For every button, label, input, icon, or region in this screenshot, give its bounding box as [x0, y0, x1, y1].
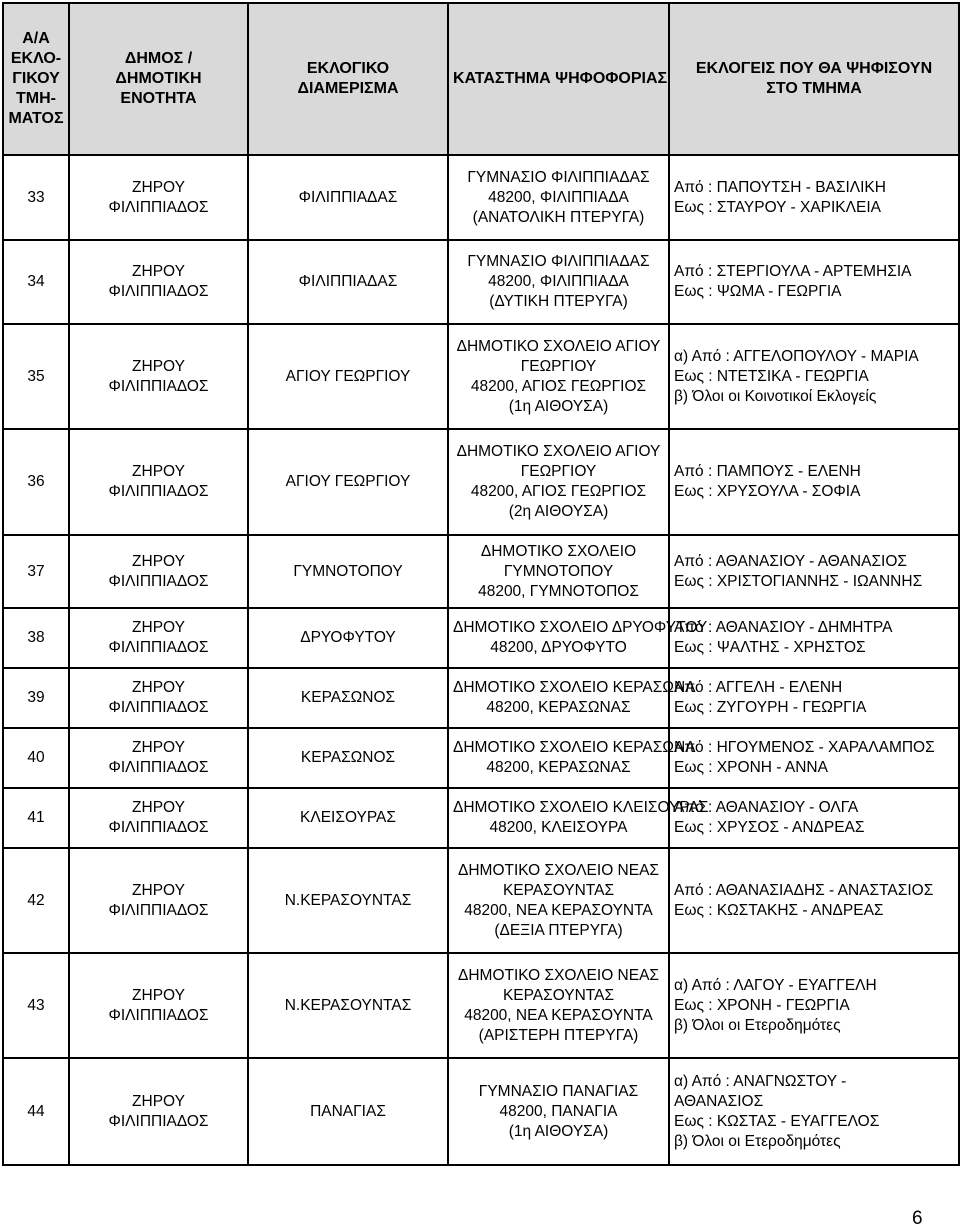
table-row [3, 728, 959, 788]
cell-line: Από : ΠΑΠΟΥΤΣΗ - ΒΑΣΙΛΙΚΗ [674, 178, 886, 196]
cell-line: α) Από : ΑΝΑΓΝΩΣΤΟΥ - [674, 1072, 847, 1090]
cell-line: Από : ΗΓΟΥΜΕΝΟΣ - ΧΑΡΑΛΑΜΠΟΣ [674, 739, 935, 756]
cell-line: ΚΑΤΑΣΤΗΜΑ ΨΗΦΟΦΟΡΙΑΣ [453, 70, 668, 87]
cell-line: ΦΙΛΙΠΠΙΑΔΟΣ [108, 1006, 209, 1024]
polling-station-cell [448, 953, 669, 1058]
cell-line: (ΔΕΞΙΑ ΠΤΕΡΥΓΑ) [494, 921, 623, 939]
municipality-cell [69, 429, 248, 535]
cell-line: ΖΗΡΟΥ [132, 881, 185, 899]
cell-line: ΖΗΡΟΥ [132, 679, 185, 696]
section-number: 39 [3, 668, 69, 728]
cell-line: 48200, ΑΓΙΟΣ ΓΕΩΡΓΙΟΣ [470, 483, 647, 500]
section-number: 33 [3, 155, 69, 240]
header-row [3, 3, 959, 155]
cell-line: ΔΗΜΟΤΙΚΟ ΣΧΟΛΕΙΟ ΝΕΑΣ [457, 861, 660, 879]
cell-line: ΦΙΛΙΠΠΙΑΔΟΣ [108, 759, 209, 776]
cell-line: Εως : ΝΤΕΤΣΙΚΑ - ΓΕΩΡΓΙΑ [674, 367, 869, 385]
cell-line: (1η ΑΙΘΟΥΣΑ) [508, 1122, 609, 1140]
cell-line: Ν.ΚΕΡΑΣΟΥΝΤΑΣ [284, 891, 412, 909]
cell-line: ΔΗΜΟΤΙΚΟ ΣΧΟΛΕΙΟ [480, 542, 637, 560]
header-diamerisma [248, 3, 448, 155]
cell-line: Εως : ΖΥΓΟΥΡΗ - ΓΕΩΡΓΙΑ [674, 699, 867, 716]
polling-station-cell [448, 608, 708, 668]
cell-line: ΖΗΡΟΥ [132, 799, 185, 816]
polling-stations-table [2, 2, 960, 1166]
polling-station-cell [448, 429, 669, 535]
section-number: 41 [3, 788, 69, 848]
district-cell [248, 429, 448, 535]
polling-station-cell [448, 535, 669, 608]
voters-cell [669, 240, 959, 324]
cell-line: (ΑΡΙΣΤΕΡΗ ΠΤΕΡΥΓΑ) [478, 1026, 639, 1044]
cell-line: ΚΕΡΑΣΩΝΟΣ [300, 749, 396, 766]
cell-line: 48200, ΓΥΜΝΟΤΟΠΟΣ [478, 582, 639, 600]
cell-line: 48200, ΦΙΛΙΠΠΙΑΔΑ [488, 273, 629, 290]
polling-station-cell [448, 240, 669, 324]
district-cell [248, 535, 448, 608]
table-row [3, 608, 959, 668]
district-cell [248, 324, 448, 429]
cell-line: ΦΙΛΙΠΠΙΑΔΟΣ [108, 283, 209, 300]
cell-line: α) Από : ΛΑΓΟΥ - ΕΥΑΓΓΕΛΗ [674, 976, 877, 994]
cell-line: ΦΙΛΙΠΠΙΑΔΟΣ [108, 819, 209, 836]
table-row [3, 324, 959, 429]
table-body [3, 155, 959, 1165]
section-number: 35 [3, 324, 69, 429]
polling-station-cell [448, 848, 669, 953]
cell-line: Εως : ΚΩΣΤΑΚΗΣ - ΑΝΔΡΕΑΣ [674, 901, 884, 919]
municipality-cell [69, 608, 248, 668]
municipality-cell [69, 240, 248, 324]
cell-line: ΔΗΜΟΤΙΚΟ ΣΧΟΛΕΙΟ ΚΕΡΑΣΩΝΑ [453, 679, 696, 696]
voters-cell [669, 429, 959, 535]
municipality-cell [69, 953, 248, 1058]
cell-line: Από : ΑΘΑΝΑΣΙΟΥ - ΔΗΜΗΤΡΑ [674, 619, 893, 636]
district-cell [248, 608, 448, 668]
cell-line: ΕΚΛΟ- [10, 50, 62, 67]
cell-line: Από : ΣΤΕΡΓΙΟΥΛΑ - ΑΡΤΕΜΗΣΙΑ [674, 263, 912, 280]
voters-cell [669, 1058, 959, 1165]
voters-cell [669, 608, 959, 668]
cell-line: ΓΥΜΝΟΤΟΠΟΥ [503, 562, 614, 580]
district-cell [248, 728, 448, 788]
cell-line: 48200, ΝΕΑ ΚΕΡΑΣΟΥΝΤΑ [464, 1006, 653, 1024]
cell-line: ΓΥΜΝΑΣΙΟ ΦΙΛΙΠΠΙΑΔΑΣ [467, 168, 650, 186]
polling-station-cell [448, 788, 709, 848]
cell-line: ΖΗΡΟΥ [132, 739, 185, 756]
cell-line: Από : ΠΑΜΠΟΥΣ - ΕΛΕΝΗ [674, 463, 861, 480]
polling-station-cell [448, 668, 696, 728]
section-number: 37 [3, 535, 69, 608]
cell-line: ΔΗΜΟΤΙΚΟ ΣΧΟΛΕΙΟ ΚΕΡΑΣΩΝΑ [453, 739, 696, 756]
cell-line: ΖΗΡΟΥ [132, 986, 185, 1004]
cell-line: ΓΕΩΡΓΙΟΥ [520, 463, 597, 480]
cell-line: ΕΚΛΟΓΙΚΟ [306, 60, 390, 77]
cell-line: Εως : ΨΩΜΑ - ΓΕΩΡΓΙΑ [674, 283, 842, 300]
municipality-cell [69, 1058, 248, 1165]
polling-station-cell [448, 324, 669, 429]
municipality-cell [69, 848, 248, 953]
cell-line: ΓΕΩΡΓΙΟΥ [520, 357, 597, 375]
voters-cell [669, 535, 959, 608]
cell-line: ΤΜΗ- [16, 90, 56, 107]
district-cell [248, 1058, 448, 1165]
cell-line: ΓΥΜΝΑΣΙΟ ΦΙΛΙΠΠΙΑΔΑΣ [467, 253, 650, 270]
voters-cell [669, 324, 959, 429]
header-dimos [69, 3, 248, 155]
municipality-cell [69, 788, 248, 848]
district-cell [248, 155, 448, 240]
cell-line: ΚΕΡΑΣΟΥΝΤΑΣ [502, 881, 615, 899]
polling-station-cell [448, 155, 669, 240]
cell-line: ΦΙΛΙΠΠΙΑΔΟΣ [108, 483, 209, 500]
cell-line: β) Όλοι οι Ετεροδημότες [674, 1132, 841, 1150]
cell-line: (ΔΥΤΙΚΗ ΠΤΕΡΥΓΑ) [489, 293, 628, 310]
district-cell [248, 240, 448, 324]
municipality-cell [69, 535, 248, 608]
municipality-cell [69, 728, 248, 788]
section-number: 36 [3, 429, 69, 535]
district-cell [248, 953, 448, 1058]
table-row [3, 535, 959, 608]
cell-line: Από : ΑΘΑΝΑΣΙΟΥ - ΟΛΓΑ [674, 799, 859, 816]
cell-line: ΦΙΛΙΠΠΙΑΔΟΣ [108, 572, 209, 590]
cell-line: ΖΗΡΟΥ [132, 463, 185, 480]
cell-line: Εως : ΧΡΥΣΟΥΛΑ - ΣΟΦΙΑ [674, 483, 861, 500]
cell-line: ΑΘΑΝΑΣΙΟΣ [674, 1092, 764, 1110]
table-row [3, 155, 959, 240]
cell-line: (2η ΑΙΘΟΥΣΑ) [508, 503, 609, 520]
cell-line: ΓΥΜΝΑΣΙΟ ΠΑΝΑΓΙΑΣ [478, 1082, 639, 1100]
cell-line: 48200, ΝΕΑ ΚΕΡΑΣΟΥΝΤΑ [464, 901, 653, 919]
polling-station-cell [448, 728, 696, 788]
voters-cell [669, 788, 959, 848]
cell-line: ΕΚΛΟΓΕΙΣ ΠΟΥ ΘΑ ΨΗΦΙΣΟΥΝ [695, 60, 933, 77]
cell-line: ΕΝΟΤΗΤΑ [120, 90, 197, 107]
cell-line: 48200, ΚΕΡΑΣΩΝΑΣ [486, 759, 631, 776]
header-eklogeis [669, 3, 959, 155]
cell-line: ΔΙΑΜΕΡΙΣΜΑ [297, 80, 399, 97]
cell-line: ΓΥΜΝΟΤΟΠΟΥ [293, 562, 403, 580]
cell-line: ΚΕΡΑΣΩΝΟΣ [300, 689, 396, 706]
cell-line: ΦΙΛΙΠΠΙΑΔΟΣ [108, 198, 209, 216]
cell-line: 48200, ΦΙΛΙΠΠΙΑΔΑ [488, 188, 629, 206]
page-number: 6 [912, 1208, 923, 1229]
cell-line: ΔΗΜΟΤΙΚΟ ΣΧΟΛΕΙΟ ΔΡΥΟΦΥΤΟΥ [453, 619, 708, 636]
table-row [3, 788, 959, 848]
table-row [3, 1058, 959, 1165]
cell-line: ΔΗΜΟΤΙΚΗ [115, 70, 202, 87]
cell-line: ΓΙΚΟΥ [12, 70, 60, 87]
cell-line: Από : ΑΓΓΕΛΗ - ΕΛΕΝΗ [674, 679, 843, 696]
header-katastima [448, 3, 669, 155]
cell-line: ΠΑΝΑΓΙΑΣ [310, 1102, 386, 1120]
voters-cell [669, 728, 959, 788]
header-num [3, 3, 69, 155]
voters-cell [669, 953, 959, 1058]
cell-line: ΔΗΜΟΤΙΚΟ ΣΧΟΛΕΙΟ ΑΓΙΟΥ [456, 443, 661, 460]
cell-line: 48200, ΚΛΕΙΣΟΥΡΑ [489, 819, 628, 836]
cell-line: ΖΗΡΟΥ [132, 178, 185, 196]
cell-line: Εως : ΧΡΟΝΗ - ΓΕΩΡΓΙΑ [674, 996, 850, 1014]
cell-line: Εως : ΧΡΙΣΤΟΓΙΑΝΝΗΣ - ΙΩΑΝΝΗΣ [674, 572, 923, 590]
cell-line: ΖΗΡΟΥ [132, 357, 185, 375]
table-row [3, 848, 959, 953]
cell-line: Α/Α [22, 30, 50, 47]
table-row [3, 429, 959, 535]
section-number: 43 [3, 953, 69, 1058]
district-cell [248, 668, 448, 728]
polling-station-cell [448, 1058, 669, 1165]
table-row [3, 668, 959, 728]
cell-line: ΔΗΜΟΣ / [124, 50, 193, 67]
cell-line: ΦΙΛΙΠΠΙΑΔΟΣ [108, 901, 209, 919]
cell-line: 48200, ΑΓΙΟΣ ΓΕΩΡΓΙΟΣ [470, 377, 647, 395]
section-number: 38 [3, 608, 69, 668]
cell-line: ΖΗΡΟΥ [132, 619, 185, 636]
cell-line: α) Από : ΑΓΓΕΛΟΠΟΥΛΟΥ - ΜΑΡΙΑ [674, 347, 919, 365]
cell-line: ΦΙΛΙΠΠΙΑΔΟΣ [108, 639, 209, 656]
cell-line: Εως : ΣΤΑΥΡΟΥ - ΧΑΡΙΚΛΕΙΑ [674, 198, 881, 216]
cell-line: (ΑΝΑΤΟΛΙΚΗ ΠΤΕΡΥΓΑ) [472, 208, 645, 226]
cell-line: 48200, ΔΡΥΟΦΥΤΟ [490, 639, 627, 656]
cell-line: ΑΓΙΟΥ ΓΕΩΡΓΙΟΥ [285, 473, 411, 490]
cell-line: ΦΙΛΙΠΠΙΑΔΟΣ [108, 377, 209, 395]
voters-cell [669, 668, 959, 728]
cell-line: (1η ΑΙΘΟΥΣΑ) [508, 397, 609, 415]
cell-line: 48200, ΚΕΡΑΣΩΝΑΣ [486, 699, 631, 716]
cell-line: Εως : ΨΑΛΤΗΣ - ΧΡΗΣΤΟΣ [674, 639, 866, 656]
cell-line: Από : ΑΘΑΝΑΣΙΟΥ - ΑΘΑΝΑΣΙΟΣ [674, 552, 907, 570]
section-number: 40 [3, 728, 69, 788]
district-cell [248, 848, 448, 953]
cell-line: ΚΛΕΙΣΟΥΡΑΣ [300, 809, 396, 826]
voters-cell [669, 155, 959, 240]
cell-line: β) Όλοι οι Ετεροδημότες [674, 1016, 841, 1034]
cell-line: ΜΑΤΟΣ [8, 110, 64, 127]
cell-line: Ν.ΚΕΡΑΣΟΥΝΤΑΣ [284, 996, 412, 1014]
section-number: 34 [3, 240, 69, 324]
cell-line: ΣΤΟ ΤΜΗΜΑ [766, 80, 862, 97]
cell-line: 48200, ΠΑΝΑΓΙΑ [499, 1102, 618, 1120]
cell-line: ΔΡΥΟΦΥΤΟΥ [300, 629, 396, 646]
table-row [3, 240, 959, 324]
cell-line: ΔΗΜΟΤΙΚΟ ΣΧΟΛΕΙΟ ΑΓΙΟΥ [456, 337, 661, 355]
cell-line: ΦΙΛΙΠΠΙΑΔΟΣ [108, 1112, 209, 1130]
cell-line: Εως : ΚΩΣΤΑΣ - ΕΥΑΓΓΕΛΟΣ [674, 1112, 880, 1130]
cell-line: β) Όλοι οι Κοινοτικοί Εκλογείς [674, 387, 877, 405]
cell-line: Από : ΑΘΑΝΑΣΙΑΔΗΣ - ΑΝΑΣΤΑΣΙΟΣ [674, 881, 934, 899]
cell-line: ΖΗΡΟΥ [132, 552, 185, 570]
cell-line: ΖΗΡΟΥ [132, 1092, 185, 1110]
cell-line: ΦΙΛΙΠΠΙΑΔΟΣ [108, 699, 209, 716]
cell-line: Εως : ΧΡΟΝΗ - ΑΝΝΑ [674, 759, 828, 776]
municipality-cell [69, 155, 248, 240]
cell-line: ΚΕΡΑΣΟΥΝΤΑΣ [502, 986, 615, 1004]
cell-line: ΦΙΛΙΠΠΙΑΔΑΣ [298, 273, 398, 290]
voters-cell [669, 848, 959, 953]
district-cell [248, 788, 448, 848]
cell-line: ΔΗΜΟΤΙΚΟ ΣΧΟΛΕΙΟ ΝΕΑΣ [457, 966, 660, 984]
cell-line: ΦΙΛΙΠΠΙΑΔΑΣ [298, 188, 398, 206]
section-number: 44 [3, 1058, 69, 1165]
cell-line: ΑΓΙΟΥ ΓΕΩΡΓΙΟΥ [285, 367, 411, 385]
section-number: 42 [3, 848, 69, 953]
table-row [3, 953, 959, 1058]
cell-line: ΔΗΜΟΤΙΚΟ ΣΧΟΛΕΙΟ ΚΛΕΙΣΟΥΡΑΣ [453, 799, 709, 816]
municipality-cell [69, 668, 248, 728]
cell-line: Εως : ΧΡΥΣΟΣ - ΑΝΔΡΕΑΣ [674, 819, 865, 836]
municipality-cell [69, 324, 248, 429]
cell-line: ΖΗΡΟΥ [132, 263, 185, 280]
